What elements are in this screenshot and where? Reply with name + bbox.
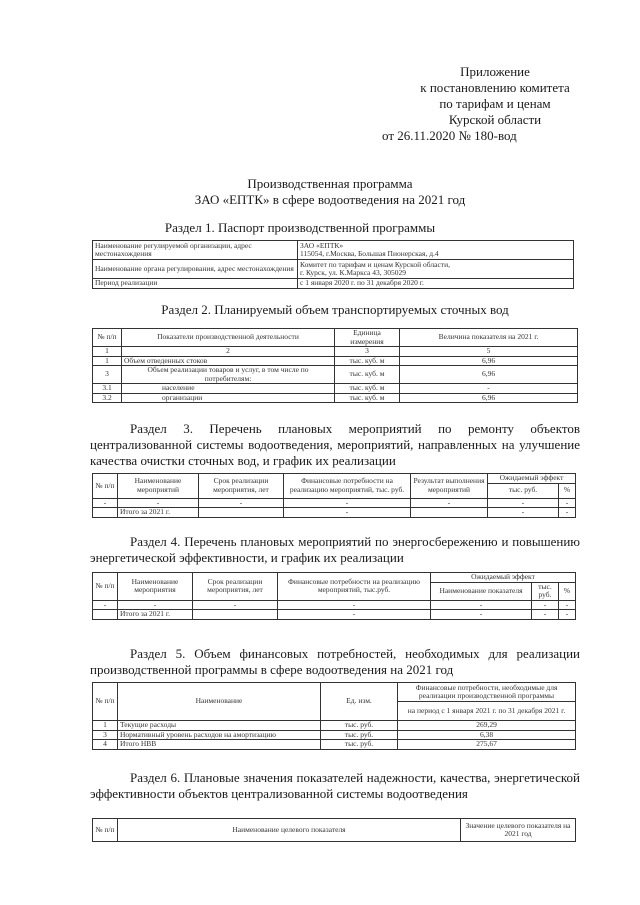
cell: -: [488, 508, 559, 518]
passport-value: с 1 января 2020 г. по 31 декабря 2020 г.: [298, 279, 574, 289]
section-6-heading: Раздел 6. Плановые значения показателей надежности, качества, энергетической эффективности объектов централизованной системы водоотведения: [90, 770, 580, 801]
cell: -: [284, 508, 411, 518]
cell: 1: [93, 356, 122, 366]
table-row: [93, 241, 574, 260]
table-header-row: [93, 683, 576, 702]
cell: 6,96: [400, 366, 578, 384]
section-1-heading: Раздел 1. Паспорт производственной программы: [164, 220, 436, 235]
table-total-row: [93, 508, 576, 518]
passport-label: Наименование регулируемой организации, адрес местонахождения: [93, 241, 298, 260]
cell: [93, 508, 118, 518]
column-header: Наименование показателя: [431, 582, 532, 600]
column-header: Показатели производственной деятельности: [122, 329, 335, 347]
column-header: Наименование целевого показателя: [118, 819, 461, 842]
cell: -: [431, 600, 532, 610]
cell: Нормативный уровень расходов на амортизацию: [118, 730, 321, 740]
approval-date-line: от 26.11.2020 № 180-вод: [382, 128, 517, 143]
passport-table: [92, 240, 574, 289]
cell: -: [559, 508, 576, 518]
cell: -: [559, 498, 576, 508]
cell: -: [118, 600, 193, 610]
document-title: [120, 176, 540, 208]
table-row: [93, 260, 574, 279]
column-header: Срок реализации мероприятия, лет: [199, 474, 284, 499]
cell: 6,38: [398, 730, 576, 740]
cell: -: [400, 384, 578, 394]
cell: 275,67: [398, 740, 576, 750]
column-header: Величина показателя на 2021 г.: [400, 329, 578, 347]
approval-line: Приложение: [460, 64, 530, 79]
cell: 269,29: [398, 721, 576, 731]
cell: Итого НВВ: [118, 740, 321, 750]
cell: тыс. руб.: [321, 721, 398, 731]
section-4-heading: Раздел 4. Перечень плановых мероприятий по энергосбережению и повышению энергетической эффективности, и график их реализации: [90, 534, 580, 565]
cell: тыс. куб. м: [335, 356, 400, 366]
column-header: Значение целевого показателя на 2021 год: [461, 819, 576, 842]
cell: тыс. куб. м: [335, 393, 400, 403]
table-row: [93, 730, 576, 740]
passport-value: Комитет по тарифам и ценам Курской области, г. Курск, ул. К.Маркса 43, 305029: [298, 260, 574, 279]
target-indicators-table: [92, 818, 576, 842]
column-header: Ожидаемый эффект: [431, 573, 576, 583]
column-header: Наименование: [118, 683, 321, 721]
column-header: тыс. руб.: [532, 582, 559, 600]
cell: 1: [93, 721, 118, 731]
table-total-row: [93, 610, 576, 620]
column-header: Наименование мероприятий: [118, 474, 199, 499]
cell: 3: [93, 730, 118, 740]
cell: тыс. куб. м: [335, 366, 400, 384]
cell: -: [559, 600, 576, 610]
cell: -: [559, 610, 576, 620]
column-header: № п/п: [93, 474, 118, 499]
approval-line: Курской области: [448, 112, 542, 127]
table-header-row: [93, 329, 578, 347]
cell: 3.2: [93, 393, 122, 403]
approval-line: к постановлению комитета: [420, 80, 570, 95]
table-header-row: [93, 573, 576, 583]
cell: -: [193, 600, 278, 610]
table-row: [93, 740, 576, 750]
column-header: Ед. изм.: [321, 683, 398, 721]
volume-table: [92, 328, 578, 403]
cell: организации: [122, 393, 335, 403]
cell: -: [93, 600, 118, 610]
total-label: Итого за 2021 г.: [118, 508, 199, 518]
cell: -: [118, 498, 199, 508]
cell: -: [431, 610, 532, 620]
column-header: Финансовые потребности на реализацию мероприятий, тыс.руб.: [278, 573, 431, 601]
column-header: № п/п: [93, 329, 122, 347]
cell: [411, 508, 488, 518]
column-number-row: [93, 347, 578, 357]
column-header: № п/п: [93, 573, 118, 601]
column-number: 2: [122, 347, 335, 357]
approval-block: [380, 64, 610, 144]
cell: -: [278, 610, 431, 620]
column-header: Финансовые потребности на реализацию мероприятий, тыс. руб.: [284, 474, 411, 499]
column-header: Единица измерения: [335, 329, 400, 347]
cell: население: [122, 384, 335, 394]
cell: 4: [93, 740, 118, 750]
cell: тыс. куб. м: [335, 384, 400, 394]
energy-measures-table: [92, 572, 576, 620]
column-header: на период с 1 января 2021 г. по 31 декабря 2021 г.: [398, 702, 576, 721]
cell: -: [199, 498, 284, 508]
title-line-1: Производственная программа: [247, 176, 413, 191]
section-5-heading: Раздел 5. Объем финансовых потребностей, необходимых для реализации производственной программы в сфере водоотведения на 2021 год: [90, 646, 580, 677]
column-number: 1: [93, 347, 122, 357]
repair-measures-table: [92, 473, 576, 518]
cell: -: [284, 498, 411, 508]
column-header: № п/п: [93, 819, 118, 842]
cell: 3.1: [93, 384, 122, 394]
table-row: [93, 366, 578, 384]
cell: тыс. руб.: [321, 740, 398, 750]
approval-line: по тарифам и ценам: [439, 96, 551, 111]
column-header: тыс. руб.: [488, 483, 559, 498]
cell: -: [278, 600, 431, 610]
total-label: Итого за 2021 г.: [118, 610, 193, 620]
column-header: %: [559, 582, 576, 600]
passport-label: Период реализации: [93, 279, 298, 289]
cell: Текущие расходы: [118, 721, 321, 731]
title-line-2: ЗАО «ЕПТК» в сфере водоотведения на 2021 год: [194, 192, 466, 207]
cell: -: [488, 498, 559, 508]
cell: Объем реализации товаров и услуг, в том числе по потребителям:: [122, 366, 335, 384]
cell: [193, 610, 278, 620]
column-header: Срок реализации мероприятия, лет: [193, 573, 278, 601]
cell: Объем отведенных стоков: [122, 356, 335, 366]
table-row: [93, 393, 578, 403]
cell: 3: [93, 366, 122, 384]
column-number: 5: [400, 347, 578, 357]
cell: тыс. руб.: [321, 730, 398, 740]
table-header-row: [93, 474, 576, 484]
cell: 6,96: [400, 393, 578, 403]
column-header: Результат выполнения мероприятий: [411, 474, 488, 499]
column-number: 3: [335, 347, 400, 357]
passport-value: ЗАО «ЕПТК» 115054, г.Москва, Большая Пионерская, д.4: [298, 241, 574, 260]
cell: 6,96: [400, 356, 578, 366]
table-row: [93, 384, 578, 394]
cell: [199, 508, 284, 518]
table-row: [93, 279, 574, 289]
section-2-heading: Раздел 2. Планируемый объем транспортируемых сточных вод: [161, 302, 509, 317]
cell: -: [411, 498, 488, 508]
column-header: Наименование мероприятия: [118, 573, 193, 601]
cell: -: [532, 600, 559, 610]
column-header: № п/п: [93, 683, 118, 721]
passport-label: Наименование органа регулирования, адрес местонахождения: [93, 260, 298, 279]
table-header-row: [93, 819, 576, 842]
column-header: %: [559, 483, 576, 498]
table-row: [93, 721, 576, 731]
cell: [93, 610, 118, 620]
cell: -: [93, 498, 118, 508]
section-3-heading: Раздел 3. Перечень плановых мероприятий по ремонту объектов централизованной системы водоотведения, мероприятий, направленных на улучшение качества очистки сточных вод, и график их реализации: [90, 421, 580, 468]
cell: -: [532, 610, 559, 620]
financial-needs-table: [92, 682, 576, 750]
column-header: Финансовые потребности, необходимые для реализации производственной программы: [398, 683, 576, 702]
column-header: Ожидаемый эффект: [488, 474, 576, 484]
